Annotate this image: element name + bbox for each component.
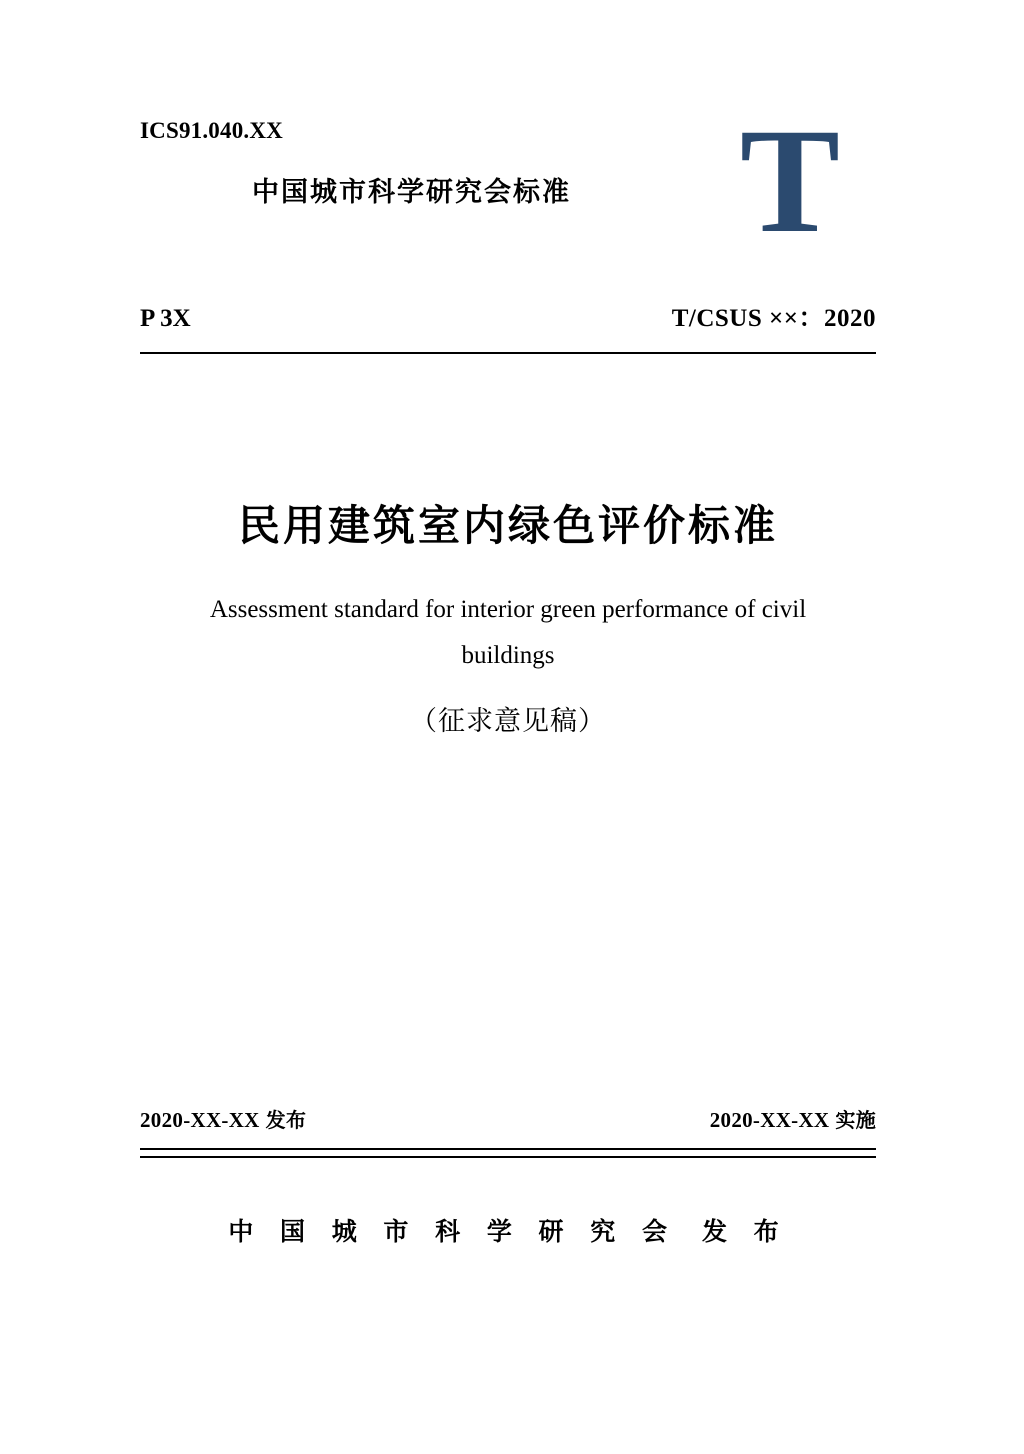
standard-emblem-letter-icon: T [739, 98, 840, 264]
classification-code: P 3X [140, 305, 191, 332]
title-chinese: 民用建筑室内绿色评价标准 [237, 501, 778, 550]
organization-standard-title: 中国城市科学研究会标准 [252, 177, 571, 208]
publisher-action: 发 布 [701, 1217, 788, 1246]
effective-label: 实施 [835, 1108, 876, 1132]
title-english-line1: Assessment standard for interior green performance of civil [209, 595, 807, 623]
standard-number: T/CSUS ××：2020 [671, 305, 876, 332]
ics-code: ICS91.040.XX [140, 118, 283, 143]
issue-label: 发布 [265, 1108, 307, 1132]
effective-date: 2020-XX-XX [709, 1108, 830, 1132]
publisher-line [140, 1212, 876, 1248]
draft-status-note: （征求意见稿） [410, 706, 606, 737]
title-english-line2: buildings [461, 641, 555, 669]
header-block [140, 98, 876, 264]
header-divider [140, 352, 876, 354]
title-block [140, 500, 876, 738]
dates-row [140, 1104, 876, 1133]
effective-date-group [710, 1104, 876, 1133]
title-english [140, 587, 876, 680]
issue-date-group [140, 1104, 306, 1133]
footer-divider-upper [140, 1148, 876, 1150]
footer-divider-lower [140, 1156, 876, 1158]
code-row [140, 298, 876, 334]
publisher-name: 中 国 城 市 科 学 研 究 会 [228, 1217, 676, 1246]
issue-date: 2020-XX-XX [140, 1108, 260, 1132]
